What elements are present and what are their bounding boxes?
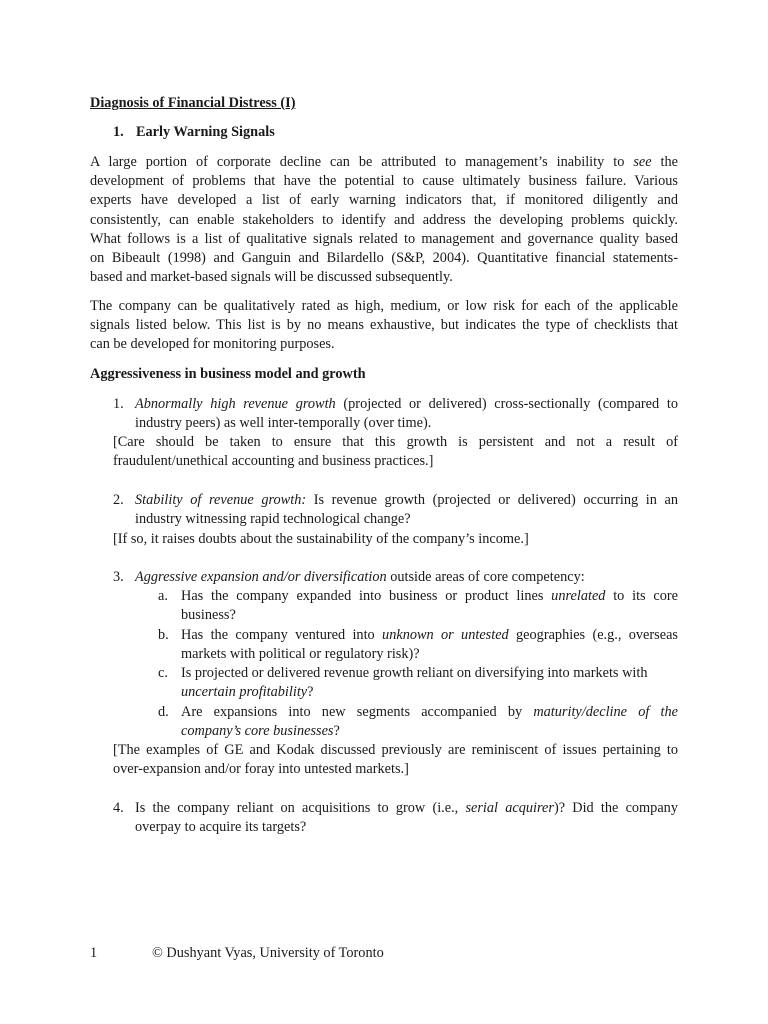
intro-line: based and market-based signals will be discussed subsequently. (90, 269, 453, 286)
item-line: industry peers) as well inter-temporally (over time). (135, 415, 432, 432)
item-note: [Care should be taken to ensure that this growth is persistent and not a result of fraudulent/unethical accounting and business practices.] (113, 434, 678, 470)
item-line: industry witnessing rapid technological change? (135, 511, 411, 528)
subsection-heading: Aggressiveness in business model and growth (90, 366, 366, 382)
intro-line: on Bibeault (1998) and Ganguin and Bilardello (S&P, 2004). Quantitative financial statements- (90, 250, 678, 267)
intro-line: experts have developed a list of early warning indicators that, if monitored diligently and (90, 192, 678, 209)
item-number: 4. (113, 800, 124, 816)
item-number: 2. (113, 492, 124, 508)
intro-paragraph (90, 153, 678, 287)
item-emphasis: serial acquirer (465, 800, 554, 816)
page-number: 1 (90, 945, 98, 961)
list-item: 1. Abnormally high revenue growth (projected or delivered) cross-sectionally (compared to industry peers) as well inter-temporally (over time). (113, 395, 678, 433)
rating-paragraph (90, 297, 678, 355)
sub-item-letter: a. (158, 588, 168, 604)
sub-item-letter: d. (158, 704, 169, 720)
sub-item: b. Has the company ventured into unknown or untested geographies (e.g., overseas markets with political or regulatory risk)? (158, 627, 678, 663)
section-label: Early Warning Signals (136, 124, 275, 140)
sub-item: c. Is projected or delivered revenue growth reliant on diversifying into markets with uncertain profitability? (158, 665, 648, 701)
list-item: 2. Stability of revenue growth: Is revenue growth (projected or delivered) occurring in an industry witnessing rapid technological change? (113, 491, 678, 529)
list-item: 3. Aggressive expansion and/or diversification outside areas of core competency: (113, 568, 678, 587)
footer-copyright: © Dushyant Vyas, University of Toronto (152, 945, 384, 961)
item-emphasis: Aggressive expansion and/or diversification (135, 569, 387, 585)
intro-line: A large portion of corporate decline can be attributed to management’s inability to see the (90, 154, 678, 170)
item-number: 1. (113, 396, 124, 412)
item-note: [The examples of GE and Kodak discussed previously are reminiscent of issues pertaining to over-expansion and/or foray into untested markets.] (113, 742, 678, 778)
emphasis-see: see (633, 154, 652, 170)
intro-line: What follows is a list of qualitative signals related to management and governance quality based (90, 230, 678, 247)
section-number: 1. (113, 124, 124, 140)
list-item: 4. Is the company reliant on acquisitions to grow (i.e., serial acquirer)? Did the company overpay to acquire its targets? (113, 799, 678, 837)
item-note: [If so, it raises doubts about the sustainability of the company’s income.] (113, 531, 529, 547)
intro-line: consistently, can enable stakeholders to identify and address the developing problems quickly. (90, 211, 678, 228)
item-number: 3. (113, 569, 124, 585)
item-emphasis: Abnormally high revenue growth (135, 396, 336, 412)
rating-line: signals listed below. This list is by no means exhaustive, but indicates the type of checklists that (90, 317, 678, 334)
document-title: Diagnosis of Financial Distress (I) (90, 95, 296, 111)
sub-item: d. Are expansions into new segments accompanied by maturity/decline of the company’s core businesses? (158, 704, 679, 740)
rating-line: can be developed for monitoring purposes. (90, 336, 335, 353)
sub-item: a. Has the company expanded into business or product lines unrelated to its core business? (158, 588, 678, 624)
rating-line: The company can be qualitatively rated as high, medium, or low risk for each of the applicable (90, 298, 678, 314)
item-line: overpay to acquire its targets? (135, 819, 307, 836)
item-emphasis: Stability of revenue growth: (135, 492, 307, 508)
intro-line: development of problems that have the potential to cause ultimately business failure. Various (90, 173, 678, 190)
sub-item-letter: b. (158, 627, 169, 643)
sub-item-letter: c. (158, 665, 168, 681)
